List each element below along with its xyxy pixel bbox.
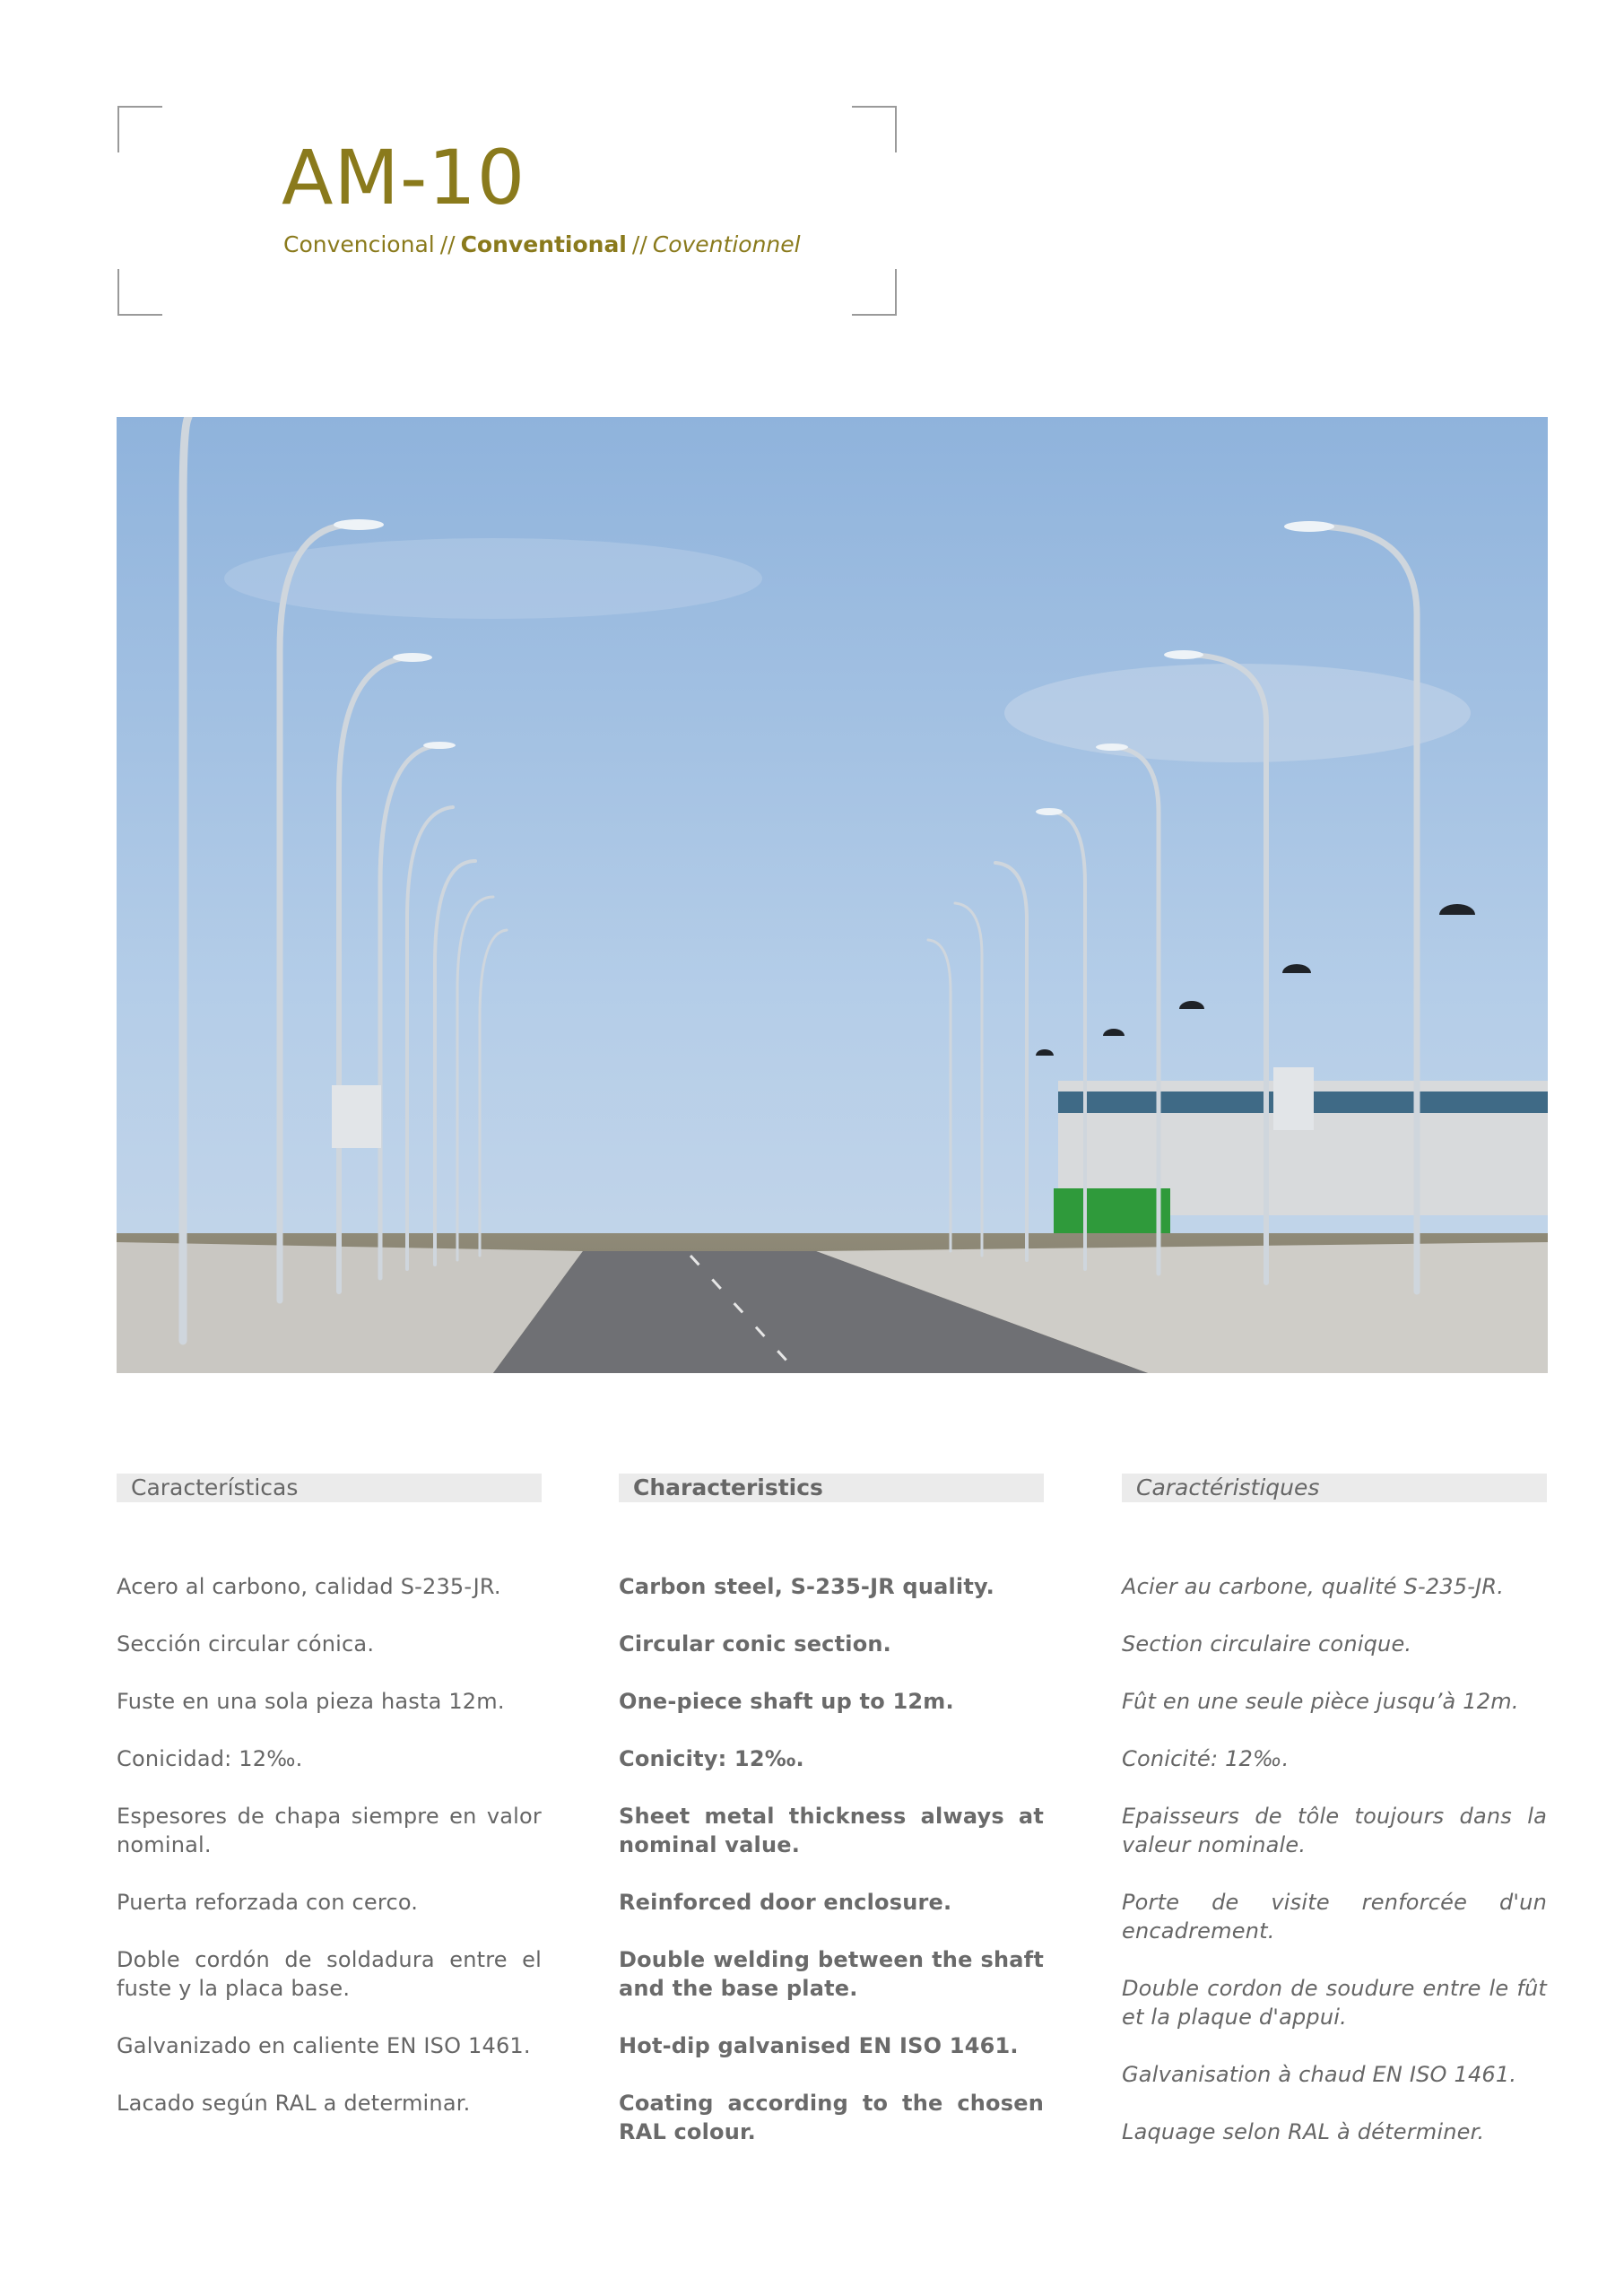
- characteristics-column-es: [117, 1474, 542, 2116]
- list-item: Galvanisation à chaud EN ISO 1461.: [1122, 2062, 1517, 2087]
- characteristics-list-fr: [1122, 1572, 1547, 2175]
- list-item: Double welding between the shaft and the base plate.: [619, 1947, 1044, 2001]
- list-item: Epaisseurs de tôle toujours dans la valeur nominale.: [1122, 1804, 1547, 1857]
- list-item: Coating according to the chosen RAL colour.: [619, 2091, 1044, 2144]
- list-item: Porte de visite renforcée d'un encadrement.: [1122, 1890, 1547, 1944]
- list-item: Laquage selon RAL à déterminer.: [1122, 2119, 1485, 2144]
- list-item: Reinforced door enclosure.: [619, 1890, 952, 1915]
- list-item: Conicidad: 12‰.: [117, 1746, 303, 1771]
- list-item: Puerta reforzada con cerco.: [117, 1890, 419, 1915]
- list-item: Sheet metal thickness always at nominal value.: [619, 1804, 1044, 1857]
- product-subtitle: [283, 231, 801, 257]
- subtitle-fr: Coventionnel: [652, 231, 801, 257]
- list-item: Lacado según RAL a determinar.: [117, 2091, 471, 2116]
- list-item: One-piece shaft up to 12m.: [619, 1689, 954, 1714]
- product-title: AM-10: [282, 134, 526, 222]
- list-item: Acero al carbono, calidad S-235-JR.: [117, 1574, 501, 1599]
- subtitle-separator: //: [631, 231, 647, 257]
- street-lights-photo: [117, 417, 1548, 1373]
- subtitle-separator: //: [439, 231, 456, 257]
- characteristics-column-en: [619, 1474, 1044, 2144]
- list-item: Section circulaire conique.: [1122, 1631, 1412, 1657]
- frame-corner-bottom-left: [117, 269, 162, 316]
- frame-corner-top-left: [117, 106, 162, 152]
- list-item: Conicity: 12‰.: [619, 1746, 804, 1771]
- column-header-es: Características: [117, 1474, 542, 1502]
- list-item: Circular conic section.: [619, 1631, 891, 1657]
- characteristics-list-en: [619, 1572, 1044, 2175]
- list-item: Double cordon de soudure entre le fût et la plaque d'appui.: [1122, 1976, 1547, 2030]
- frame-corner-bottom-right: [852, 269, 897, 316]
- list-item: Fût en une seule pièce jusqu’à 12m.: [1122, 1689, 1519, 1714]
- list-item: Acier au carbone, qualité S-235-JR.: [1122, 1574, 1505, 1599]
- list-item: Fuste en una sola pieza hasta 12m.: [117, 1689, 505, 1714]
- characteristics-column-fr: [1122, 1474, 1547, 2144]
- column-header-en: Characteristics: [619, 1474, 1044, 1502]
- frame-corner-top-right: [852, 106, 897, 152]
- list-item: Espesores de chapa siempre en valor nominal.: [117, 1804, 542, 1857]
- list-item: Galvanizado en caliente EN ISO 1461.: [117, 2033, 531, 2058]
- column-header-fr: Caractéristiques: [1122, 1474, 1547, 1502]
- list-item: Carbon steel, S-235-JR quality.: [619, 1574, 994, 1599]
- subtitle-es: Convencional: [283, 231, 435, 257]
- list-item: Hot-dip galvanised EN ISO 1461.: [619, 2033, 1019, 2058]
- subtitle-en: Conventional: [460, 231, 627, 257]
- characteristics-list-es: [117, 1572, 542, 2146]
- list-item: Conicité: 12‰.: [1122, 1746, 1290, 1771]
- list-item: Doble cordón de soldadura entre el fuste y la placa base.: [117, 1947, 542, 2001]
- list-item: Sección circular cónica.: [117, 1631, 375, 1657]
